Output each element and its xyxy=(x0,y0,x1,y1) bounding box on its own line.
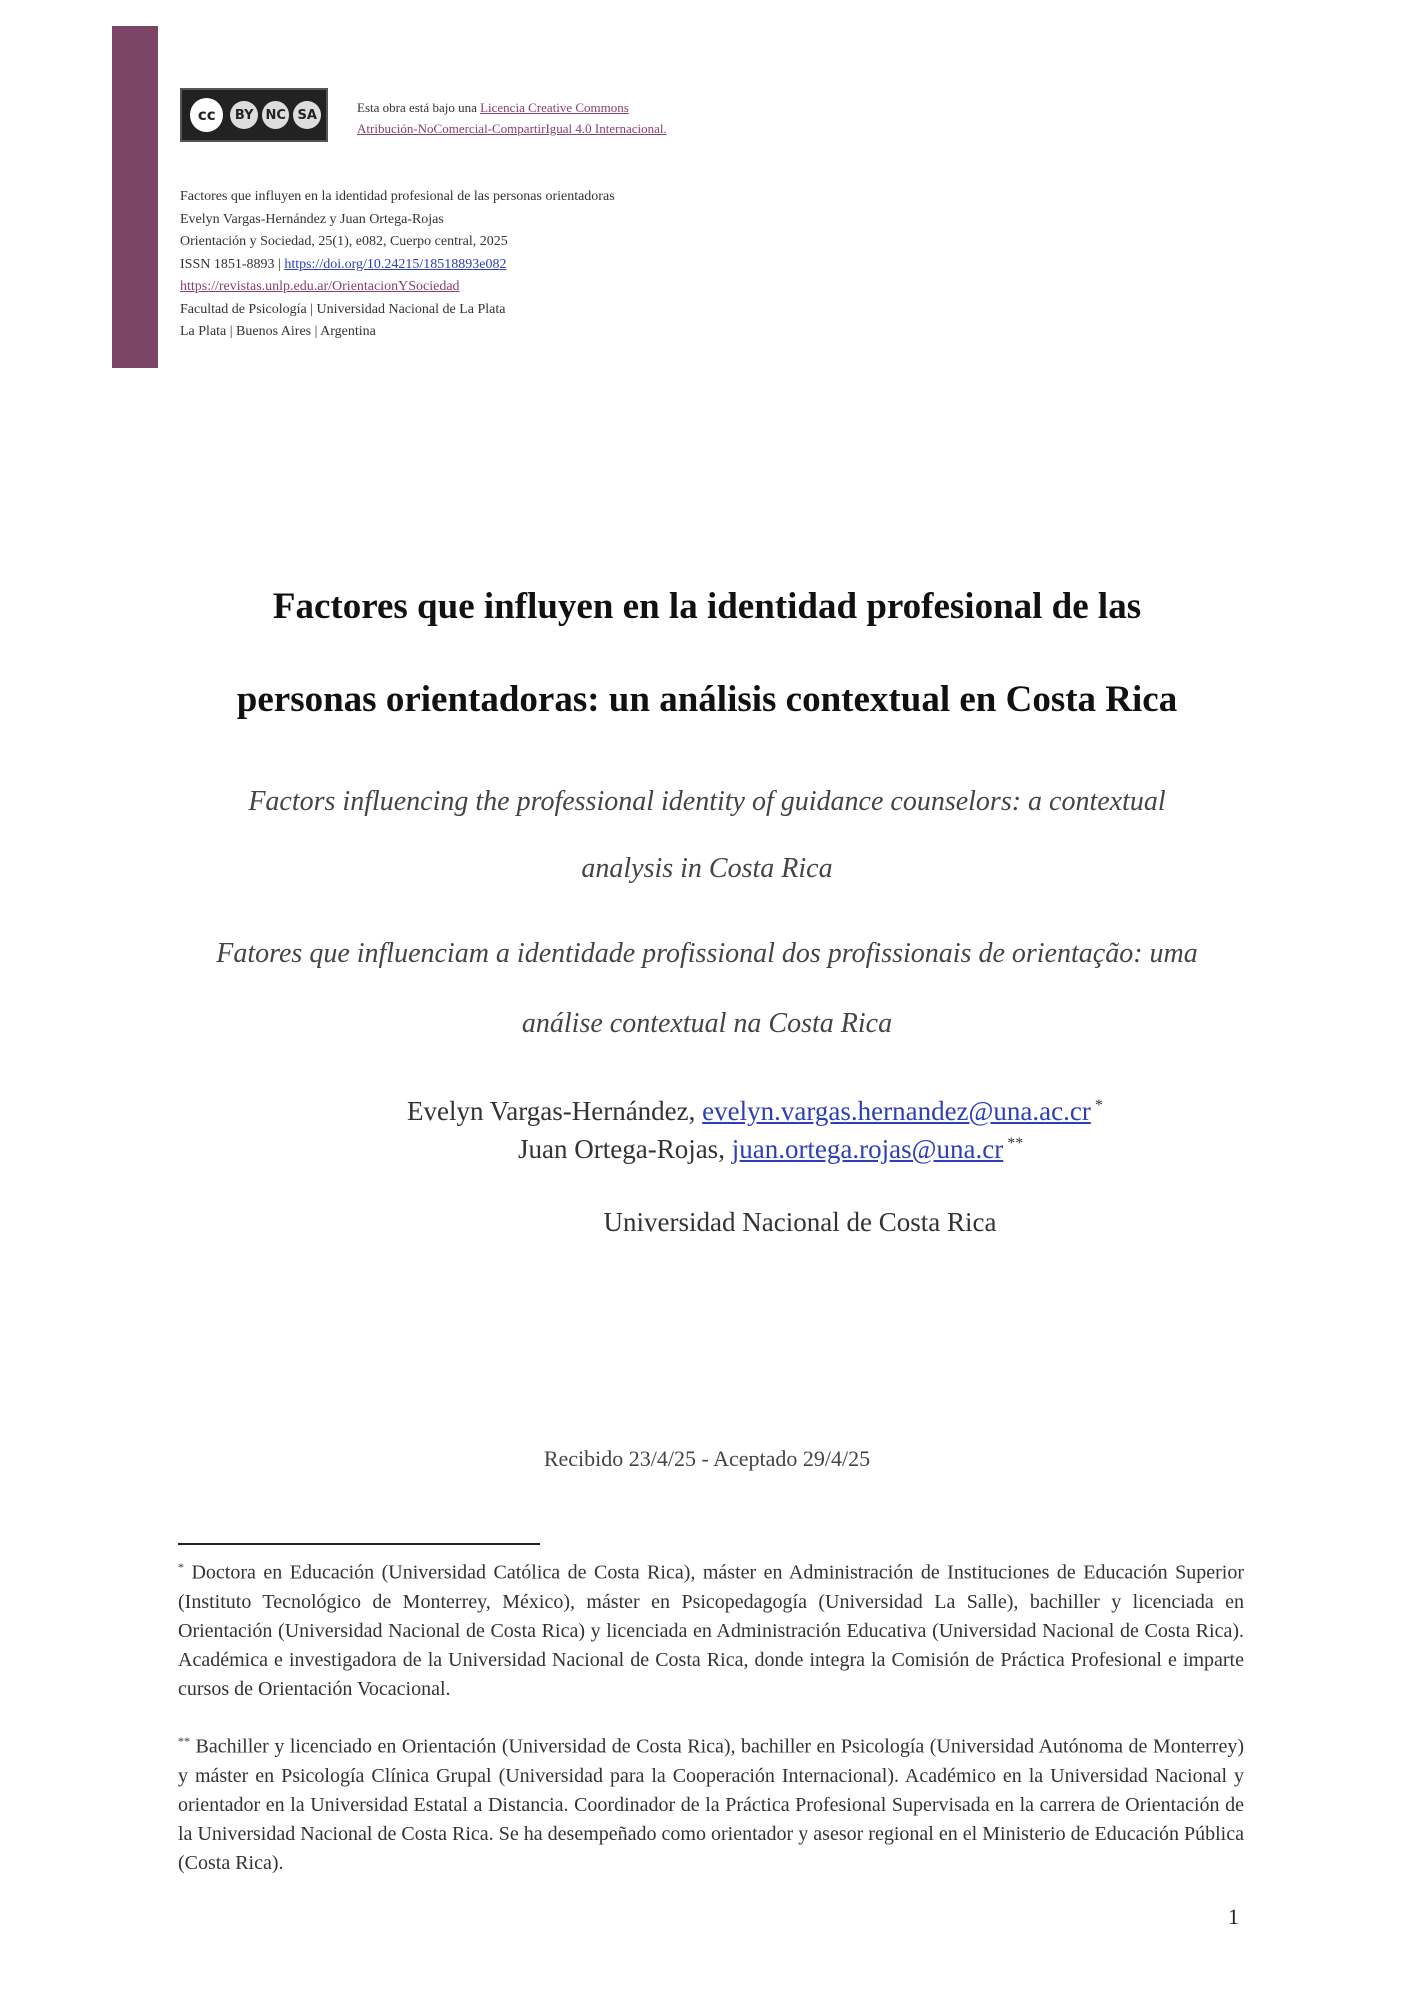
author-1-name: Evelyn Vargas-Hernández, xyxy=(407,1096,703,1126)
journal-sidebar-bar xyxy=(112,26,158,368)
footnote-2-mark: ** xyxy=(178,1734,190,1748)
received-accepted-dates: Recibido 23/4/25 - Aceptado 29/4/25 xyxy=(543,1446,871,1471)
meta-authors: Evelyn Vargas-Hernández y Juan Ortega-Rojas xyxy=(180,211,444,227)
affiliation: Universidad Nacional de Costa Rica xyxy=(603,1207,997,1237)
portuguese-title-line-1: Fatores que influenciam a identidade profissional dos profissionais de orientação: uma xyxy=(216,938,1198,969)
meta-issn: ISSN 1851-8893 | xyxy=(180,256,285,272)
license-notice xyxy=(357,97,667,139)
journal-metadata xyxy=(180,186,615,344)
cc-icon: cc xyxy=(187,95,226,135)
page-number: 1 xyxy=(1228,1904,1239,1929)
meta-location: La Plata | Buenos Aires | Argentina xyxy=(180,324,376,339)
footnote-divider xyxy=(178,1543,540,1545)
nc-icon: NC xyxy=(262,101,290,129)
journal-url-link[interactable]: https://revistas.unlp.edu.ar/OrientacionYSociedad xyxy=(180,279,460,294)
footnote-1-mark: * xyxy=(178,1560,184,1574)
license-link-detail[interactable]: Atribución-NoComercial-CompartirIgual 4.0 Internacional. xyxy=(357,121,667,136)
meta-faculty: Facultad de Psicología | Universidad Nacional de La Plata xyxy=(180,301,506,317)
author-2-name: Juan Ortega-Rojas, xyxy=(518,1134,732,1164)
author-2 xyxy=(518,1127,1023,1166)
english-title-line-1: Factors influencing the professional identity of guidance counselors: a contextual xyxy=(248,786,1166,817)
license-link[interactable]: Licencia Creative Commons xyxy=(480,100,629,115)
meta-article-title: Factores que influyen en la identidad profesional de las personas orientadoras xyxy=(180,189,615,204)
footnote-1-text: Doctora en Educación (Universidad Católica de Costa Rica), máster en Administración de Instituciones de Educación Superior (Instituto Tecnológico de Monterrey, México), máster en Psicopedagogía (Universidad La Salle), bachiller y licenciada en Orientación (Universidad Nacional de Costa Rica) y licenciada en Administración Educativa (Universidad Nacional de Costa Rica). Académica e investigadora de la Universidad Nacional de Costa Rica, donde integra la Comisión de Práctica Profesional e imparte cursos de Orientación Vocacional. xyxy=(178,1561,1244,1700)
author-1 xyxy=(407,1089,1103,1128)
license-prefix: Esta obra está bajo una xyxy=(357,100,481,115)
meta-citation: Orientación y Sociedad, 25(1), e082, Cuerpo central, 2025 xyxy=(180,234,508,249)
english-title-line-2: analysis in Costa Rica xyxy=(581,853,833,884)
author-1-email-link[interactable]: evelyn.vargas.hernandez@una.ac.cr xyxy=(702,1096,1091,1126)
author-1-mark: * xyxy=(1090,1097,1103,1114)
author-2-mark: ** xyxy=(1003,1135,1024,1152)
footnote-1 xyxy=(178,1553,1244,1704)
footnote-2 xyxy=(178,1727,1244,1878)
doi-link[interactable]: https://doi.org/10.24215/18518893e082 xyxy=(284,256,507,272)
portuguese-title-line-2: análise contextual na Costa Rica xyxy=(521,1008,893,1039)
sa-icon: SA xyxy=(293,101,321,129)
footnote-2-text: Bachiller y licenciado en Orientación (Universidad de Costa Rica), bachiller en Psicología (Universidad Autónoma de Monterrey) y máster en Psicología Clínica Grupal (Universidad para la Cooperación Internacional). Académico en la Universidad Nacional y orientador en la Universidad Estatal a Distancia. Coordinador de la Práctica Profesional Supervisada en la carrera de Orientación de la Universidad Nacional de Costa Rica. Se ha desempeñado como orientador y asesor regional en el Ministerio de Educación Pública (Costa Rica). xyxy=(178,1735,1244,1874)
article-title-line-1: Factores que influyen en la identidad profesional de las xyxy=(272,586,1142,627)
creative-commons-badge xyxy=(180,88,328,142)
by-icon: BY xyxy=(230,101,258,129)
author-2-email-link[interactable]: juan.ortega.rojas@una.cr xyxy=(731,1134,1004,1164)
article-title-line-2: personas orientadoras: un análisis contextual en Costa Rica xyxy=(236,679,1178,720)
